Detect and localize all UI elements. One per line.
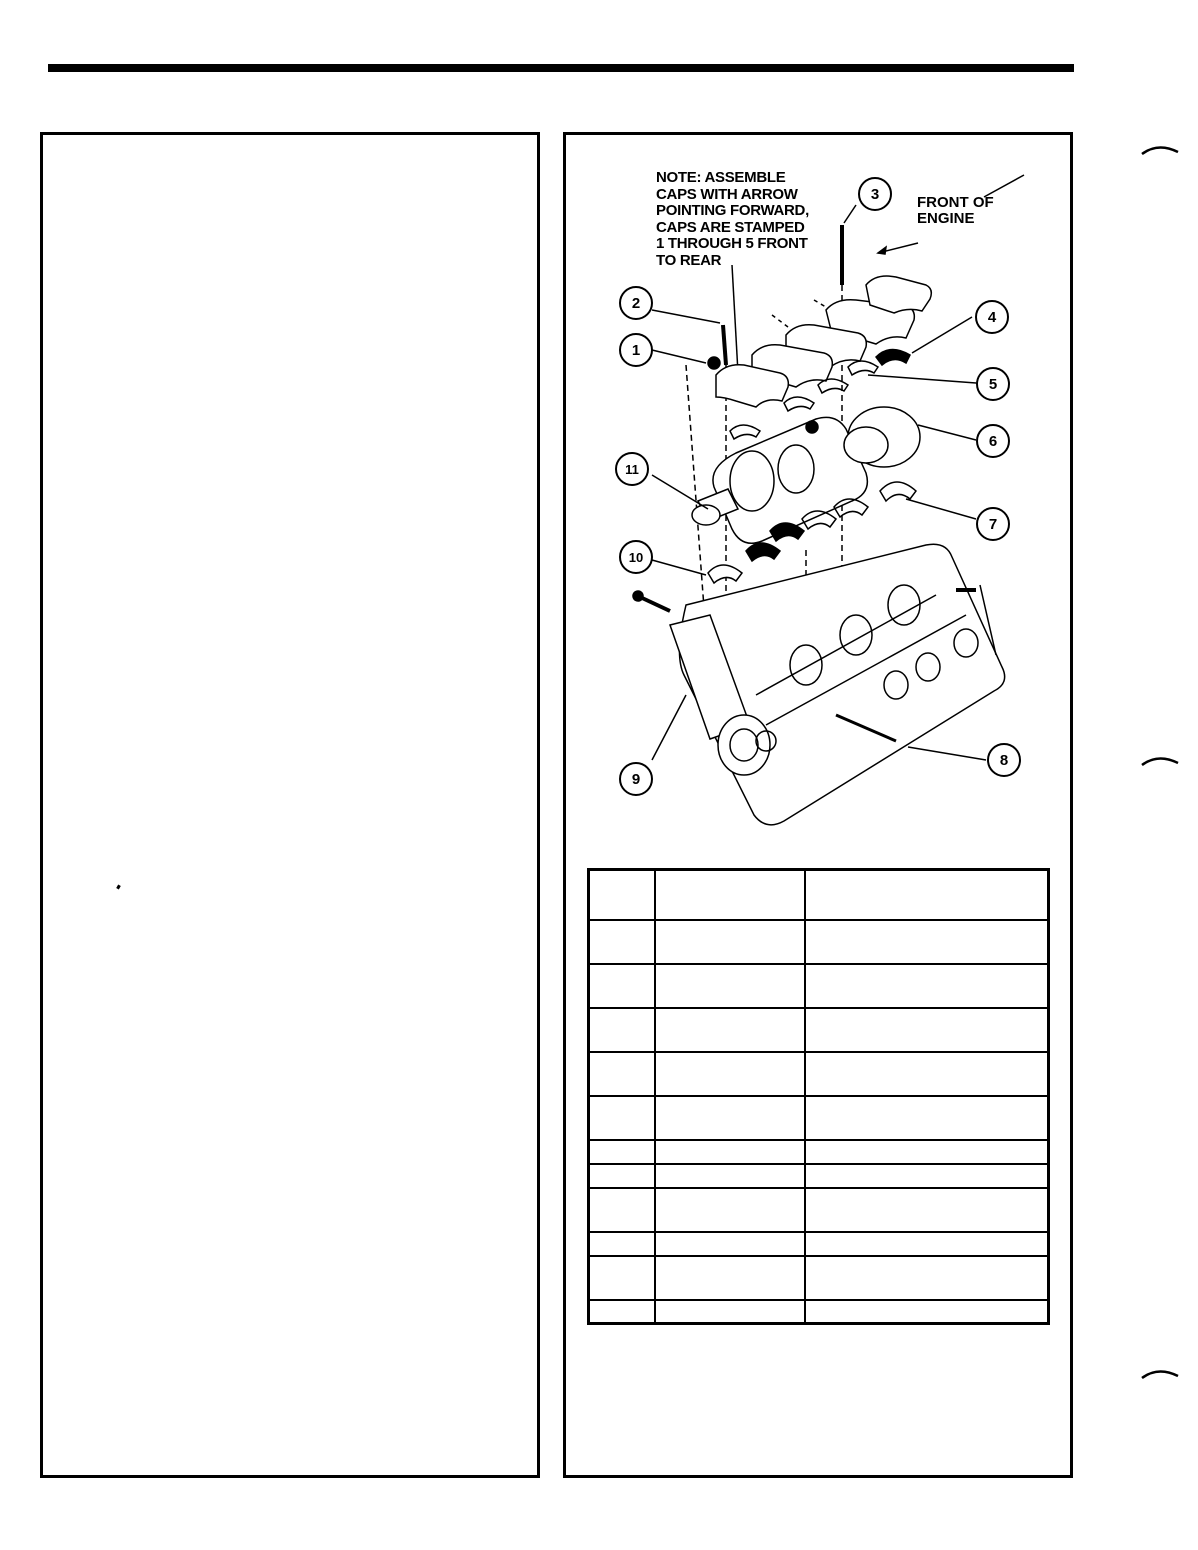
binding-mark <box>1140 753 1180 767</box>
table-cell <box>655 1256 805 1300</box>
table-cell <box>655 1052 805 1096</box>
parts-table <box>587 868 1050 1325</box>
table-cell <box>655 1300 805 1324</box>
table-cell <box>805 964 1049 1008</box>
table-cell <box>589 1096 656 1140</box>
table-cell <box>589 1140 656 1164</box>
table-cell <box>655 1164 805 1188</box>
table-cell <box>805 1008 1049 1052</box>
header-rule <box>48 64 1074 72</box>
table-cell <box>655 1008 805 1052</box>
table-cell <box>589 1232 656 1256</box>
callout-7-label: 7 <box>988 516 998 533</box>
table-row <box>589 1008 1049 1052</box>
table-row <box>589 1140 1049 1164</box>
callout-8-label: 8 <box>999 752 1009 769</box>
engine-exploded-diagram <box>566 135 1070 835</box>
table-cell <box>589 1052 656 1096</box>
callout-9-label: 9 <box>631 771 641 788</box>
table-cell <box>805 1300 1049 1324</box>
callout-6-label: 6 <box>988 433 998 450</box>
table-row <box>589 964 1049 1008</box>
callout-2-label: 2 <box>631 295 641 312</box>
table-cell <box>589 1188 656 1232</box>
callout-4-label: 4 <box>987 309 997 326</box>
callout-10-label: 10 <box>628 550 644 565</box>
binding-mark <box>1140 142 1180 156</box>
table-row <box>589 870 1049 920</box>
table-cell <box>655 1140 805 1164</box>
table-row <box>589 1188 1049 1232</box>
table-cell <box>589 1164 656 1188</box>
callout-3-label: 3 <box>870 186 880 203</box>
table-cell <box>805 1052 1049 1096</box>
table-cell <box>655 920 805 964</box>
table-row <box>589 1164 1049 1188</box>
table-row <box>589 920 1049 964</box>
table-row <box>589 1052 1049 1096</box>
table-row <box>589 1096 1049 1140</box>
binding-mark <box>1140 1366 1180 1380</box>
table-cell <box>805 1096 1049 1140</box>
table-cell <box>589 1300 656 1324</box>
callout-11-label: 11 <box>625 462 639 477</box>
table-cell <box>805 1164 1049 1188</box>
table-row <box>589 1232 1049 1256</box>
table-cell <box>805 1140 1049 1164</box>
table-cell <box>655 964 805 1008</box>
table-cell <box>589 964 656 1008</box>
callout-1-label: 1 <box>631 342 641 359</box>
assembly-note: NOTE: ASSEMBLE CAPS WITH ARROW POINTING FORWARD, CAPS ARE STAMPED 1 THROUGH 5 FRONT TO REAR <box>656 169 809 269</box>
table-cell <box>805 920 1049 964</box>
table-cell <box>589 1256 656 1300</box>
table-row <box>589 1256 1049 1300</box>
left-text-panel <box>40 132 540 1478</box>
table-cell <box>589 920 656 964</box>
table-cell <box>589 870 656 920</box>
callout-5-label: 5 <box>988 376 998 393</box>
table-row <box>589 1300 1049 1324</box>
table-cell <box>655 1096 805 1140</box>
front-of-engine-label: FRONT OF ENGINE <box>917 194 994 227</box>
table-cell <box>805 870 1049 920</box>
table-cell <box>655 1188 805 1232</box>
table-cell <box>805 1232 1049 1256</box>
table-cell <box>589 1008 656 1052</box>
table-cell <box>655 870 805 920</box>
table-cell <box>805 1188 1049 1232</box>
table-cell <box>655 1232 805 1256</box>
table-cell <box>805 1256 1049 1300</box>
